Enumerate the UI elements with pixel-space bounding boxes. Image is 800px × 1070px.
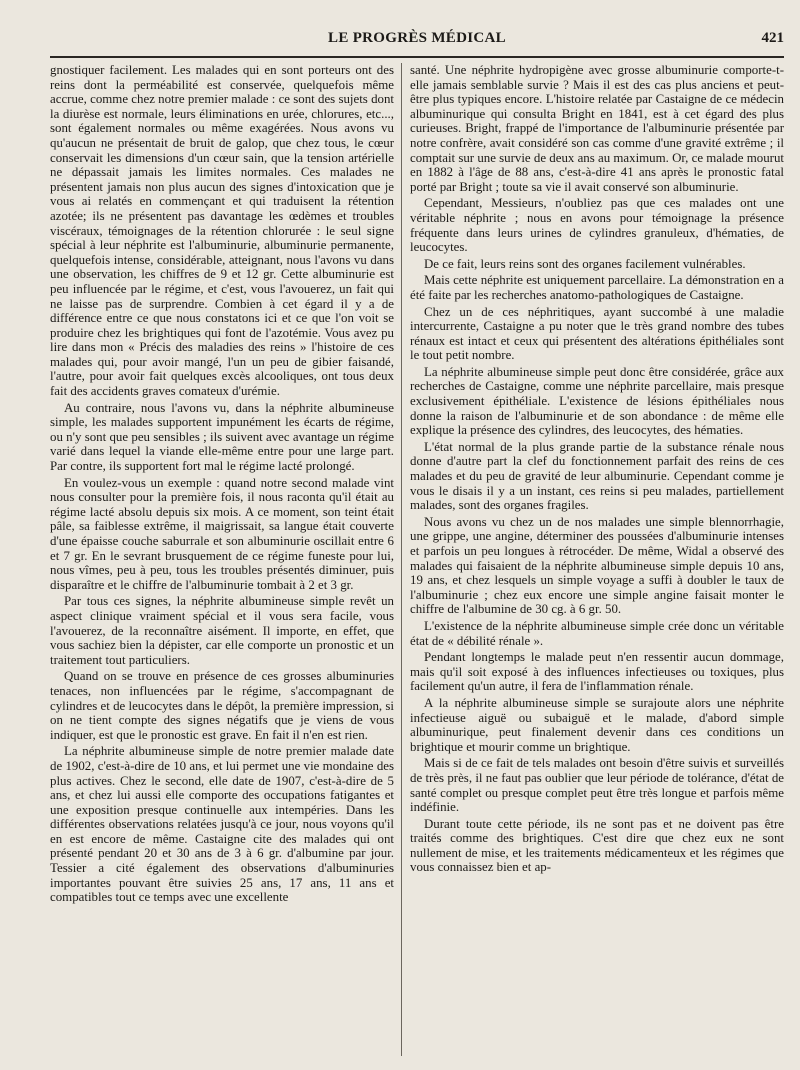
right-column (410, 63, 784, 1056)
header-rule (50, 56, 784, 58)
paragraph: L'existence de la néphrite albumineuse simple crée donc un véritable état de « débilité rénale ». (410, 618, 784, 648)
paragraph: Chez un de ces néphritiques, ayant succombé à une maladie intercurrente, Castaigne a pu noter que le très grand nombre des tubes rénaux est intact et ceux qui présentent des altérations épithéliales sont le tout petit nombre. (410, 304, 784, 363)
page-header (50, 30, 784, 52)
paragraph: Durant toute cette période, ils ne sont pas et ne doivent pas être traités comme des brightiques. C'est dire que chez eux ne sont nullement de mise, et les traitements médicamenteux et les régimes que vous connaissez bien et ap- (410, 816, 784, 875)
paragraph: A la néphrite albumineuse simple se surajoute alors une néphrite infectieuse aiguë ou subaiguë et le malade, d'abord simple albuminurique, peut finalement devenir dans ces conditions un brightique et mourir comme un brightique. (410, 695, 784, 754)
paragraph: Pendant longtemps le malade peut n'en ressentir aucun dommage, mais qu'il soit exposé à des influences infectieuses ou toxiques, plus facilement qu'un autre, il fera de l'inflammation rénale. (410, 650, 784, 694)
paragraph: Quand on se trouve en présence de ces grosses albuminuries tenaces, non influencées par le régime, s'accompagnant de cylindres et de leucocytes dans le dépôt, la première impression, si on ne tient compte des signes négatifs que je viens de vous indiquer, est que le pronostic est grave. En fait il n'en est rien. (50, 669, 394, 742)
paragraph: La néphrite albumineuse simple de notre premier malade date de 1902, c'est-à-dire de 10 ans, et lui permet une vie mondaine des plus actives. Chez le second, elle date de 1907, c'est-à-dire de 5 ans, et chez lui aussi elle comporte des occupations fatigantes et une exposition presque continuelle aux intempéries. Dans les différentes observations relatées jusqu'à ce jour, nous voyons qu'il en est encore de même. Castaigne cite des malades qui ont présenté pendant 20 et 30 ans de 3 à 6 gr. d'albumine par jour. Tessier a cité également des observations d'albuminuries importantes pouvant être suivies 25 ans, 17 ans, 11 ans et compatibles tout ce temps avec une excellente (50, 744, 394, 905)
paragraph: De ce fait, leurs reins sont des organes facilement vulnérables. (424, 256, 746, 271)
left-column (50, 63, 394, 1056)
paragraph: Au contraire, nous l'avons vu, dans la néphrite albumineuse simple, les malades supportent impunément les écarts de régime, ou n'y sont que peu sensibles ; ils suivent avec avantage un régime varié dans lequel la viande elle-même entre pour une large part. Par contre, ils supportent fort mal le régime lacté prolongé. (50, 400, 394, 474)
page-number: 421 (761, 30, 784, 46)
running-title: LE PROGRÈS MÉDICAL (328, 30, 506, 46)
paragraph: La néphrite albumineuse simple peut donc être considérée, grâce aux recherches de Castaigne, comme une néphrite parcellaire, mais presque exclusivement épithéliale. L'existence de lésions épithéliales nous donne la raison de l'albuminurie et de son abondance : de même elle explique la présence des cylindres, des leucocytes, des hématies. (410, 364, 784, 438)
paragraph: santé. Une néphrite hydropigène avec grosse albuminurie comporte-t-elle jamais semblable survie ? Mais il est des cas plus anciens et peut-être plus typiques encore. L'histoire relatée par Castaigne de ce médecin albuminurique qui consulta Bright en 1841, est à cet égard des plus curieuses. Bright, frappé de l'importance de l'albuminurie présentée par notre confrère, avait considéré son cas comme d'une gravité extrême ; il comptait sur une survie de deux ans au maximum. Or, ce malade mourut en 1882 à l'âge de 88 ans, c'est-à-dire 41 ans après le pronostic fatal porté par Bright ; toute sa vie il avait conservé son albuminurie. (410, 63, 784, 194)
paragraph: Mais si de ce fait de tels malades ont besoin d'être suivis et surveillés de très près, il ne faut pas oublier que leur période de tolérance, d'état de santé complet ou presque complet peut être très longue et parfois même indéfinie. (410, 756, 784, 815)
column-divider (401, 63, 402, 1056)
paragraph: En voulez-vous un exemple : quand notre second malade vint nous consulter pour la première fois, il nous raconta qu'il était au régime lacté absolu depuis six mois. A ce moment, son teint était pâle, sa faiblesse extrême, il maigrissait, sa langue était couverte d'une épaisse couche saburrale et son albuminurie oscillait entre 6 et 7 gr. En le sevrant brusquement de ce régime funeste pour lui, nous vîmes, peu à peu, tous les troubles présentés diminuer, puis disparaître et le chiffre de l'albuminurie tombait à 2 et 3 gr. (50, 475, 394, 592)
paragraph: Cependant, Messieurs, n'oubliez pas que ces malades ont une véritable néphrite ; nous en avons pour témoignage la présence fréquente dans leurs urines de cylindres granuleux, d'hématies, de leucocytes. (410, 196, 784, 255)
paragraph: Nous avons vu chez un de nos malades une simple blennorrhagie, une grippe, une angine, déterminer des poussées d'albuminurie intenses et parfois un peu longues à rétrocéder. De même, Widal a observé des malades qui faisaient de la néphrite albumineuse simple depuis 10 ans, 19 ans, et chez lesquels un simple voyage a suffi à doubler le taux de l'albuminurie ; chez eux encore une simple angine faisait monter le chiffre de l'albumine de 30 cg. à 6 gr. 50. (410, 514, 784, 617)
paragraph: Mais cette néphrite est uniquement parcellaire. La démonstration en a été faite par les recherches anatomo-pathologiques de Castaigne. (410, 273, 784, 302)
paragraph: L'état normal de la plus grande partie de la substance rénale nous donne d'autre part la clef du fonctionnement parfait des reins de ces malades et du peu de gravité de leur albuminurie. Cependant comme je vous le disais il y a un instant, ces reins si peu malades, partiellement malades, sont des organes fragiles. (410, 439, 784, 513)
paragraph: gnostiquer facilement. Les malades qui en sont porteurs ont des reins dont la perméabilité est conservée, quelquefois même accrue, comme chez notre premier malade : ce sont des sujets dont la diurèse est normale, leurs éliminations en urée, chlorures, etc..., sont également normales ou même exagérées. Nous avons vu qu'aucun ne présentait de bruit de galop, que chez tous, le cœur conservait les dimensions d'un cœur sain, que la tension artérielle ne dépassait jamais les limites normales. Ces malades ne présentent jamais non plus aucun des signes d'intoxication que je vous ai relatés en commençant et qui traduisent la rétention azotée; ils ne présentent pas davantage les œdèmes et troubles viscéraux, témoignages de la rétention chlorurée : le seul signe spécial à leur néphrite est l'albuminurie, albuminurie permanente, quelquefois intense, considérable, atteignant, nous l'avons vu dans une observation, les chiffres de 9 et 12 gr. Cette albuminurie est peu influencée par le régime, et c'est, vous l'avouerez, un fait qui ne laisse pas de surprendre. Combien à cet égard il y a de différence entre ce que nous constatons ici et ce que l'on voit se produire chez les brightiques qui font de l'azotémie. Vous avez pu lire dans mon « Précis des maladies des reins » l'histoire de ces malades qui, pour avoir mangé, l'un un peu de gibier faisandé, l'autre, pour avoir fait quelques excès alcooliques, ont tous deux fait des accidents graves comateux d'urémie. (50, 63, 394, 399)
paragraph: Par tous ces signes, la néphrite albumineuse simple revêt un aspect clinique vraiment spécial et il vous sera facile, vous l'avouerez, de la reconnaître aisément. Il importe, en effet, que vous sachiez bien la dépister, car elle comporte un pronostic et un traitement tout particuliers. (50, 594, 394, 667)
